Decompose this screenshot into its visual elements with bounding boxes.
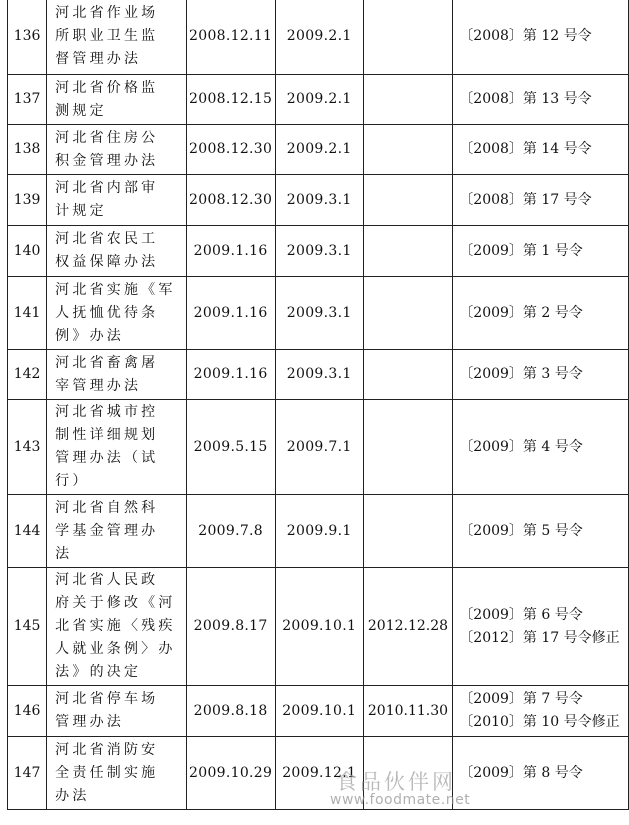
- document-number-line: 〔2009〕第 6 号令: [459, 606, 583, 623]
- effective-date: 2009.7.1: [275, 400, 363, 495]
- regulation-name-line: 制性详细规划: [55, 427, 159, 443]
- document-number-line: 〔2008〕第 17 号令: [459, 191, 592, 208]
- table-row: [8, 350, 629, 400]
- regulation-name-line: 学基金管理办: [55, 522, 159, 539]
- watermark-url-text: www.foodmate.net: [330, 792, 471, 808]
- effective-date: 2009.10.1: [275, 686, 363, 737]
- table-row: [8, 125, 629, 175]
- regulation-name-line: 府关于修改《河: [55, 595, 176, 611]
- revision-date: 2012.12.28: [363, 568, 453, 686]
- regulation-name-line: 积金管理办法: [55, 152, 159, 169]
- row-number: 141: [8, 277, 47, 350]
- table-row: [8, 75, 629, 125]
- document-number: [453, 686, 629, 737]
- publish-date: 2009.8.18: [186, 686, 275, 737]
- document-number-line: 〔2008〕第 14 号令: [459, 141, 592, 157]
- regulation-name-line: 督管理办法: [55, 50, 142, 67]
- table-row: [8, 686, 629, 737]
- regulation-name-line: 人抚恤优待条: [55, 304, 159, 321]
- document-number: [453, 737, 629, 810]
- effective-date: 2009.3.1: [275, 350, 363, 400]
- regulation-name: [47, 277, 186, 350]
- document-number: [453, 75, 629, 125]
- regulation-name-line: 人就业条例〉办: [55, 641, 176, 657]
- revision-date: [363, 226, 453, 277]
- table-row: [8, 175, 629, 226]
- regulation-name-line: 河北省消防安: [55, 741, 159, 758]
- regulation-name-line: 河北省畜禽屠: [55, 354, 159, 371]
- regulation-name: [47, 75, 186, 125]
- regulation-name: [47, 175, 186, 226]
- effective-date: 2009.3.1: [275, 277, 363, 350]
- table-row: [8, 737, 629, 810]
- document-number: [453, 125, 629, 175]
- regulation-name: [47, 400, 186, 495]
- document-number: [453, 0, 629, 75]
- regulation-name-line: 行）: [55, 473, 90, 489]
- regulation-name-line: 河北省自然科: [55, 499, 159, 516]
- row-number: 137: [8, 75, 47, 125]
- document-number: [453, 226, 629, 277]
- revision-date: [363, 495, 453, 568]
- row-number: 146: [8, 686, 47, 737]
- regulation-name-line: 河北省作业场: [55, 4, 159, 21]
- publish-date: 2008.12.11: [186, 0, 275, 75]
- regulation-name-line: 河北省价格监: [55, 79, 159, 96]
- regulation-name-line: 河北省实施《军: [55, 281, 176, 298]
- document-number-line: 〔2009〕第 7 号令: [459, 691, 583, 707]
- regulation-name-line: 法》的决定: [55, 664, 142, 680]
- row-number: 140: [8, 226, 47, 277]
- regulation-name-line: 全责任制实施: [55, 764, 159, 781]
- regulation-name-line: 所职业卫生监: [55, 27, 159, 44]
- regulation-name-line: 河北省停车场: [55, 691, 159, 707]
- document-number: [453, 568, 629, 686]
- regulation-name: [47, 125, 186, 175]
- row-number: 142: [8, 350, 47, 400]
- publish-date: 2009.1.16: [186, 226, 275, 277]
- regulation-name-line: 管理办法（试: [55, 450, 159, 466]
- document-number: [453, 495, 629, 568]
- document-number-line: 〔2009〕第 2 号令: [459, 304, 583, 321]
- row-number: 139: [8, 175, 47, 226]
- revision-date: [363, 125, 453, 175]
- row-number: 143: [8, 400, 47, 495]
- document-number-line: 〔2008〕第 12 号令: [459, 27, 592, 44]
- document-number-line: 〔2009〕第 3 号令: [459, 366, 583, 382]
- revision-date: [363, 350, 453, 400]
- publish-date: 2009.1.16: [186, 350, 275, 400]
- effective-date: 2009.2.1: [275, 75, 363, 125]
- publish-date: 2009.5.15: [186, 400, 275, 495]
- watermark-cn-text: 食品伙伴网: [336, 770, 456, 794]
- document-number-line: 〔2008〕第 13 号令: [459, 91, 592, 107]
- document-number: [453, 175, 629, 226]
- revision-date: [363, 0, 453, 75]
- row-number: 144: [8, 495, 47, 568]
- publish-date: 2008.12.15: [186, 75, 275, 125]
- publish-date: 2009.7.8: [186, 495, 275, 568]
- regulations-table: [7, 0, 629, 810]
- regulation-name-line: 河北省内部审: [55, 180, 159, 196]
- regulation-name-line: 权益保障办法: [55, 254, 159, 270]
- regulation-name-line: 宰管理办法: [55, 377, 142, 394]
- table-row: [8, 400, 629, 495]
- document-number-line: 〔2009〕第 5 号令: [459, 522, 583, 539]
- document-number: [453, 400, 629, 495]
- revision-date: [363, 75, 453, 125]
- publish-date: 2009.1.16: [186, 277, 275, 350]
- regulation-name-line: 河北省住房公: [55, 129, 159, 146]
- revision-date: [363, 400, 453, 495]
- row-number: 138: [8, 125, 47, 175]
- publish-date: 2008.12.30: [186, 125, 275, 175]
- revision-date: 2010.11.30: [363, 686, 453, 737]
- regulation-name-line: 法: [55, 545, 73, 562]
- regulation-name-line: 管理办法: [55, 714, 124, 730]
- effective-date: 2009.3.1: [275, 226, 363, 277]
- document-number: [453, 277, 629, 350]
- row-number: 147: [8, 737, 47, 810]
- document-number: [453, 350, 629, 400]
- table-row: [8, 0, 629, 75]
- effective-date: 2009.3.1: [275, 175, 363, 226]
- document-number-line: 〔2009〕第 1 号令: [459, 242, 583, 259]
- regulation-name-line: 例》办法: [55, 327, 124, 344]
- revision-date: [363, 175, 453, 226]
- table-row: [8, 277, 629, 350]
- regulation-name-line: 测规定: [55, 102, 107, 119]
- regulation-name-line: 计规定: [55, 203, 107, 219]
- publish-date: 2009.8.17: [186, 568, 275, 686]
- regulation-name: [47, 495, 186, 568]
- effective-date: 2009.9.1: [275, 495, 363, 568]
- regulation-name: [47, 350, 186, 400]
- row-number: 145: [8, 568, 47, 686]
- regulation-name-line: 北省实施〈残疾: [55, 618, 176, 634]
- publish-date: 2008.12.30: [186, 175, 275, 226]
- regulation-name: [47, 226, 186, 277]
- publish-date: 2009.10.29: [186, 737, 275, 810]
- regulation-name: [47, 0, 186, 75]
- table-row: [8, 568, 629, 686]
- regulation-name-line: 河北省城市控: [55, 404, 159, 420]
- document-number-line: 〔2010〕第 10 号令修正: [459, 714, 620, 730]
- revision-date: [363, 737, 453, 810]
- table-row: [8, 226, 629, 277]
- row-number: 136: [8, 0, 47, 75]
- revision-date: [363, 277, 453, 350]
- effective-date: 2009.2.1: [275, 0, 363, 75]
- effective-date: 2009.2.1: [275, 125, 363, 175]
- effective-date: 2009.10.1: [275, 568, 363, 686]
- document-number-line: 〔2009〕第 4 号令: [459, 438, 583, 455]
- regulation-name: [47, 737, 186, 810]
- effective-date: 2009.12.1: [275, 737, 363, 810]
- regulation-name-line: 河北省农民工: [55, 231, 159, 247]
- document-number-line: 〔2009〕第 8 号令: [459, 764, 583, 781]
- table-row: [8, 495, 629, 568]
- regulation-name-line: 河北省人民政: [55, 572, 159, 588]
- regulation-name-line: 办法: [55, 787, 90, 804]
- regulation-name: [47, 686, 186, 737]
- document-number-line: 〔2012〕第 17 号令修正: [459, 629, 620, 646]
- regulation-name: [47, 568, 186, 686]
